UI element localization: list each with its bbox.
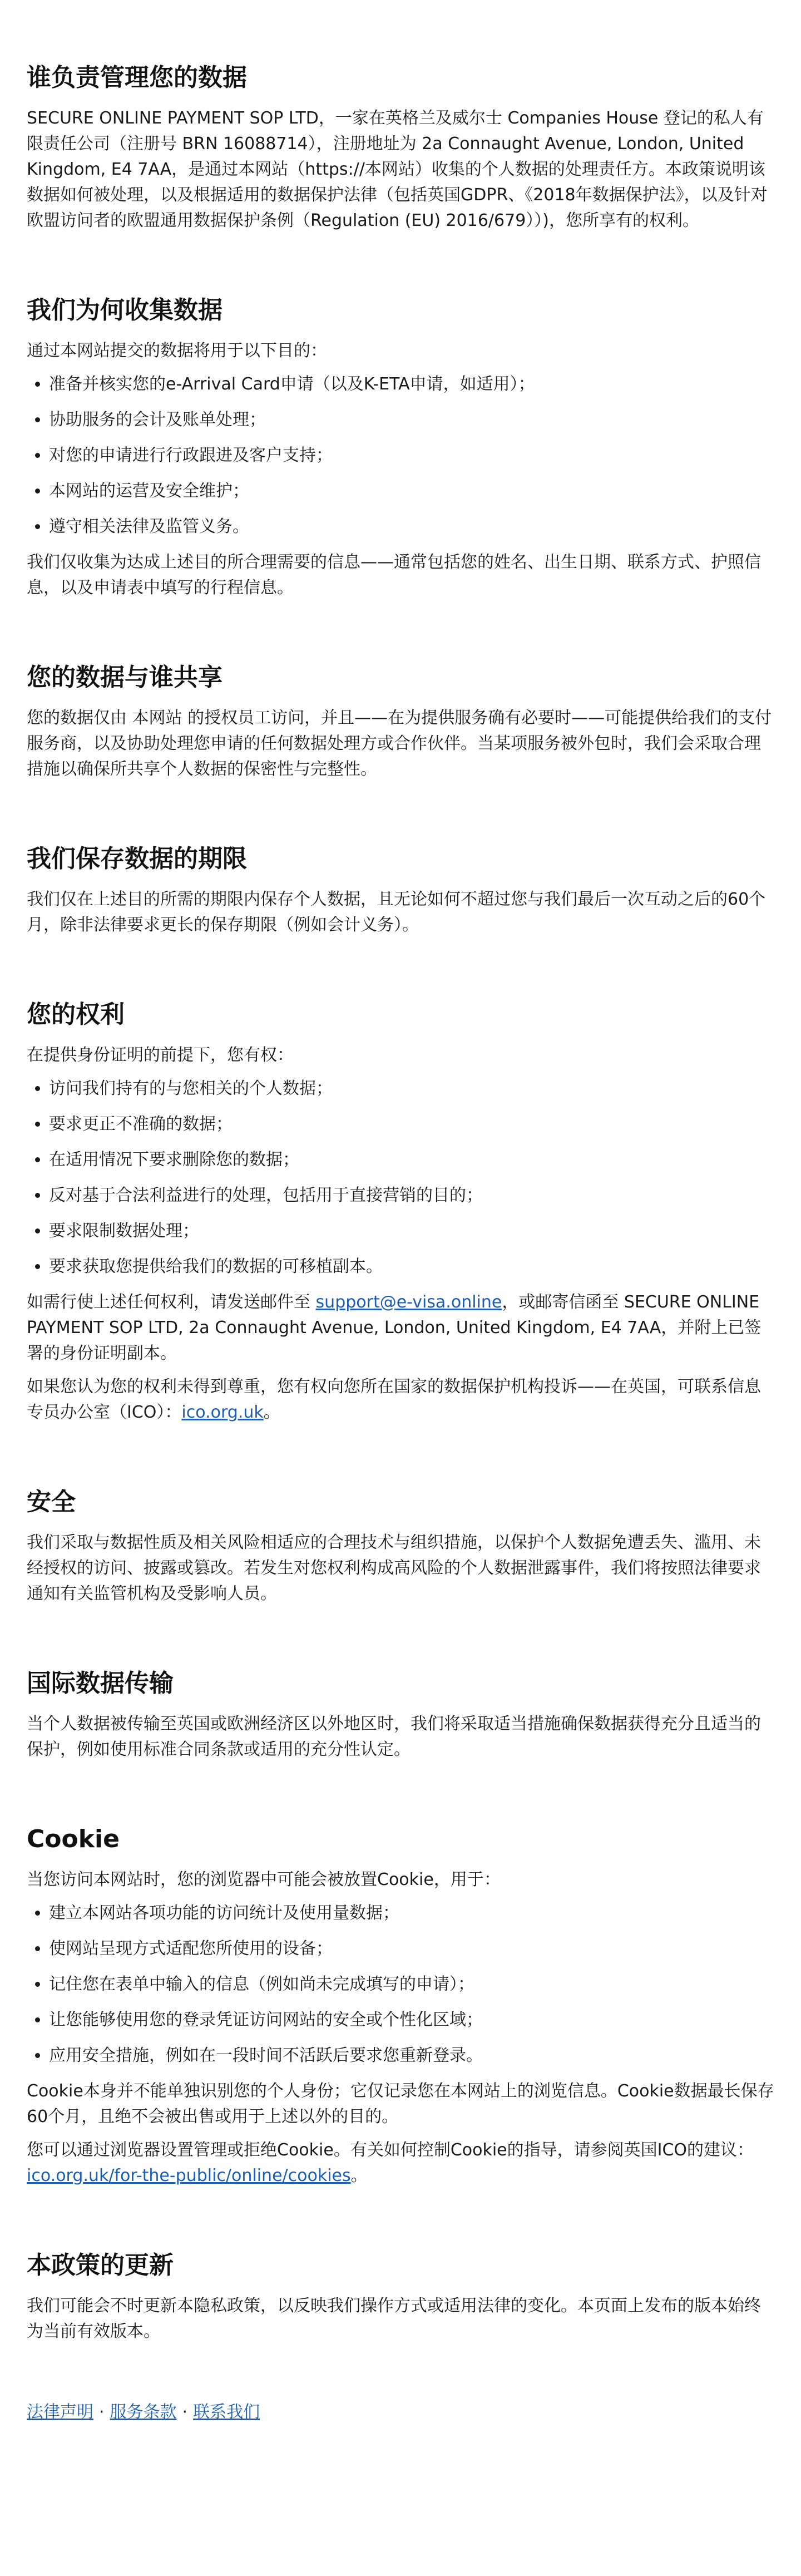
- section-cookie: [27, 1824, 774, 2189]
- footer-separator: ·: [99, 2402, 105, 2422]
- list-item: • 遵守相关法律及监管义务。: [49, 514, 774, 540]
- ico-cookies-link[interactable]: ico.org.uk/for-the-public/online/cookies: [27, 2166, 351, 2185]
- text: 如果您认为您的权利未得到尊重，您有权向您所在国家的数据保护机构投诉——在英国，可联系信息专员办公室（ICO）：: [27, 1377, 761, 1422]
- list-item: • 要求限制数据处理；: [49, 1218, 774, 1244]
- cookie-list: [27, 1901, 774, 2069]
- list-item: • 本网站的运营及安全维护；: [49, 478, 774, 504]
- rights-list: [27, 1076, 774, 1280]
- paragraph: 在提供身份证明的前提下，您有权：: [27, 1045, 294, 1065]
- section-data-controller: [27, 62, 774, 234]
- ico-link[interactable]: ico.org.uk: [181, 1403, 264, 1422]
- text: 。: [350, 2166, 368, 2185]
- paragraph: SECURE ONLINE PAYMENT SOP LTD，一家在英格兰及威尔士 Companies House 登记的私人有限责任公司（注册号 BRN 16088714），注册地址为 2a Connaught Avenue, London, United Kingdom, E4 7AA，是通过本网站（https://本网站）收集的个人数据的处理责任方。本政策说明该数据如何被处理，以及根据适用的数据保护法律（包括英国GDPR、《2018年数据保护法》，以及针对欧盟访问者的欧盟通用数据保护条例（Regulation (EU) 2016/679））)，您所享有的权利。: [27, 108, 768, 230]
- paragraph: 您的数据仅由 本网站 的授权员工访问，并且——在为提供服务确有必要时——可能提供给我们的支付服务商，以及协助处理您申请的任何数据处理方或合作伙伴。当某项服务被外包时，我们会采取合理措施以确保所共享个人数据的保密性与完整性。: [27, 708, 772, 779]
- text: ，或邮寄信函至 SECURE ONLINE PAYMENT SOP LTD, 2a Connaught Avenue, London, United Kingdom, E4 7AA，并附上已签署的身份证明副本。: [27, 1292, 762, 1363]
- list-item: • 要求获取您提供给我们的数据的可移植副本。: [49, 1254, 774, 1280]
- footer-separator: ·: [182, 2402, 188, 2422]
- list-item: • 在适用情况下要求删除您的数据；: [49, 1147, 774, 1173]
- paragraph: 我们仅收集为达成上述目的所合理需要的信息——通常包括您的姓名、出生日期、联系方式、护照信息，以及申请表中填写的行程信息。: [27, 552, 761, 598]
- section-title: Cookie: [27, 1825, 120, 1853]
- section-title: 我们保存数据的期限: [27, 845, 247, 873]
- paragraph: 当个人数据被传输至英国或欧洲经济区以外地区时，我们将采取适当措施确保数据获得充分且适当的保护，例如使用标准合同条款或适用的充分性认定。: [27, 1714, 761, 1759]
- text: 。: [263, 1403, 280, 1422]
- list-item: • 要求更正不准确的数据；: [49, 1112, 774, 1137]
- paragraph: [27, 2138, 774, 2189]
- section-title: 谁负责管理您的数据: [27, 63, 247, 92]
- contact-us-link[interactable]: 联系我们: [193, 2402, 260, 2422]
- paragraph: 我们仅在上述目的所需的期限内保存个人数据，且无论如何不超过您与我们最后一次互动之后的60个月，除非法律要求更长的保存期限（例如会计义务）。: [27, 890, 766, 935]
- paragraph: [27, 1290, 774, 1366]
- list-item: • 对您的申请进行行政跟进及客户支持；: [49, 443, 774, 468]
- section-rights: [27, 999, 774, 1425]
- section-title: 安全: [27, 1488, 76, 1516]
- list-item: • 建立本网站各项功能的访问统计及使用量数据；: [49, 1901, 774, 1926]
- footer-links: [27, 2400, 774, 2425]
- section-sharing: [27, 662, 774, 782]
- section-title: 您的权利: [27, 1000, 125, 1029]
- terms-of-service-link[interactable]: 服务条款: [110, 2402, 177, 2422]
- list-item: • 应用安全措施，例如在一段时间不活跃后要求您重新登录。: [49, 2043, 774, 2069]
- purpose-list: [27, 372, 774, 540]
- paragraph: 我们采取与数据性质及相关风险相适应的合理技术与组织措施，以保护个人数据免遭丢失、滥用、未经授权的访问、披露或篡改。若发生对您权利构成高风险的个人数据泄露事件，我们将按照法律要求通知有关监管机构及受影响人员。: [27, 1533, 761, 1603]
- section-title: 您的数据与谁共享: [27, 663, 222, 692]
- list-item: • 使网站呈现方式适配您所使用的设备；: [49, 1936, 774, 1962]
- section-title: 国际数据传输: [27, 1669, 174, 1697]
- paragraph: Cookie本身并不能单独识别您的个人身份；它仅记录您在本网站上的浏览信息。Cookie数据最长保存60个月，且绝不会被出售或用于上述以外的目的。: [27, 2081, 774, 2126]
- paragraph: 我们可能会不时更新本隐私政策，以反映我们操作方式或适用法律的变化。本页面上发布的版本始终为当前有效版本。: [27, 2296, 761, 2341]
- list-item: • 协助服务的会计及账单处理；: [49, 407, 774, 433]
- list-item: • 访问我们持有的与您相关的个人数据；: [49, 1076, 774, 1102]
- text: 您可以通过浏览器设置管理或拒绝Cookie。有关如何控制Cookie的指导，请参阅英国ICO的建议：: [27, 2140, 754, 2160]
- section-security: [27, 1487, 774, 1607]
- list-item: • 准备并核实您的e-Arrival Card申请（以及K-ETA申请，如适用）；: [49, 372, 774, 397]
- support-email-link[interactable]: support@e-visa.online: [315, 1292, 502, 1312]
- list-item: • 让您能够使用您的登录凭证访问网站的安全或个性化区域；: [49, 2007, 774, 2033]
- section-title: 我们为何收集数据: [27, 296, 222, 324]
- list-item: • 记住您在表单中输入的信息（例如尚未完成填写的申请）；: [49, 1972, 774, 1997]
- section-retention: [27, 843, 774, 938]
- text: 如需行使上述任何权利，请发送邮件至: [27, 1292, 316, 1312]
- paragraph: [27, 1374, 774, 1425]
- section-international-transfer: [27, 1668, 774, 1763]
- legal-notice-link[interactable]: 法律声明: [27, 2402, 93, 2422]
- section-updates: [27, 2250, 774, 2345]
- section-purpose: [27, 295, 774, 601]
- list-item: • 反对基于合法利益进行的处理，包括用于直接营销的目的；: [49, 1183, 774, 1208]
- paragraph: 当您访问本网站时，您的浏览器中可能会被放置Cookie，用于：: [27, 1870, 501, 1889]
- section-title: 本政策的更新: [27, 2251, 174, 2279]
- paragraph: 通过本网站提交的数据将用于以下目的：: [27, 341, 327, 361]
